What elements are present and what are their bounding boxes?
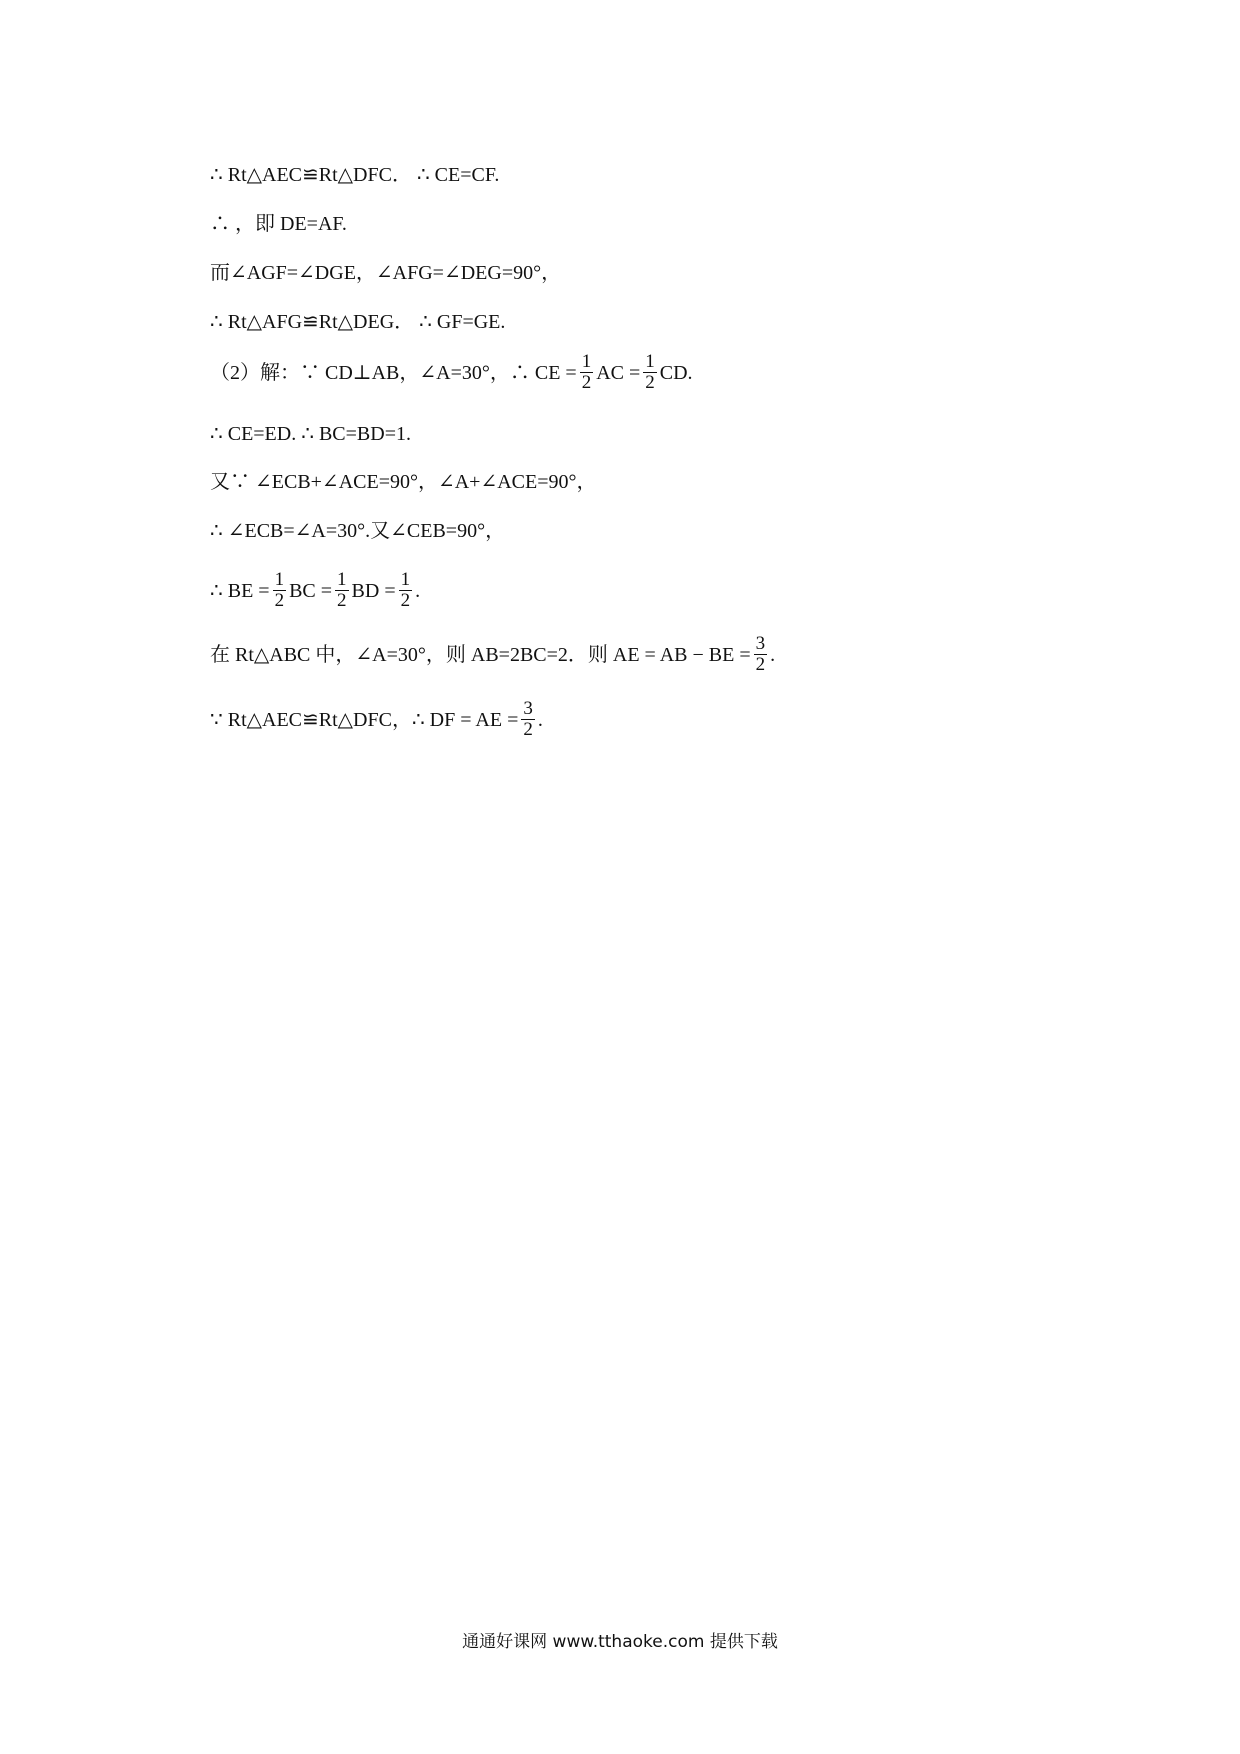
fraction-half: $\frac{1}{2}$ xyxy=(400,569,411,611)
proof-line-5: （2）解：∵ CD⊥AB，∠A=30°，∴ CE = $\frac{1}{2}$ AC = $\frac{1}{2}$ CD. xyxy=(210,351,693,393)
fraction-half: $\frac{1}{2}$ xyxy=(581,351,592,393)
fraction-half: $\frac{1}{2}$ xyxy=(645,351,655,393)
proof-line-6: ∴ CE=ED. ∴ BC=BD=1. xyxy=(210,423,411,445)
proof-line-11: ∵ Rt△AEC≌Rt△DFC，∴ DF = AE = $\frac{3}{2}$ . xyxy=(210,698,543,740)
proof-line-9: ∴ BE = $\frac{1}{2}$ BC = $\frac{1}{2}$ BD = $\frac{1}{2}$ . xyxy=(210,569,421,611)
fraction-three-halves: $\frac{3}{2}$ xyxy=(755,633,766,675)
proof-line-8: ∴ ∠ECB=∠A=30°.又∠CEB=90°， xyxy=(210,520,506,542)
fraction-half: $\frac{1}{2}$ xyxy=(337,569,347,611)
page-footer: 通通好课网 www.tthaoke.com 提供下载 xyxy=(462,1632,778,1652)
proof-line-10: 在 Rt△ABC 中，∠A=30°，则 AB=2BC=2．则 AE = AB − BE = $\frac{3}{2}$ . xyxy=(210,633,776,675)
fraction-three-halves: $\frac{3}{2}$ xyxy=(523,698,533,740)
proof-line-4: ∴ Rt△AFG≌Rt△DEG． ∴ GF=GE. xyxy=(210,311,506,333)
proof-line-2: ∴ ，即 DE=AF. xyxy=(210,213,347,235)
proof-line-3: 而∠AGF=∠DGE，∠AFG=∠DEG=90°， xyxy=(210,262,562,284)
fraction-half: $\frac{1}{2}$ xyxy=(274,569,285,611)
proof-line-7: 又∵ ∠ECB+∠ACE=90°，∠A+∠ACE=90°， xyxy=(210,471,597,493)
proof-line-1: ∴ Rt△AEC≌Rt△DFC． ∴ CE=CF. xyxy=(210,164,500,186)
